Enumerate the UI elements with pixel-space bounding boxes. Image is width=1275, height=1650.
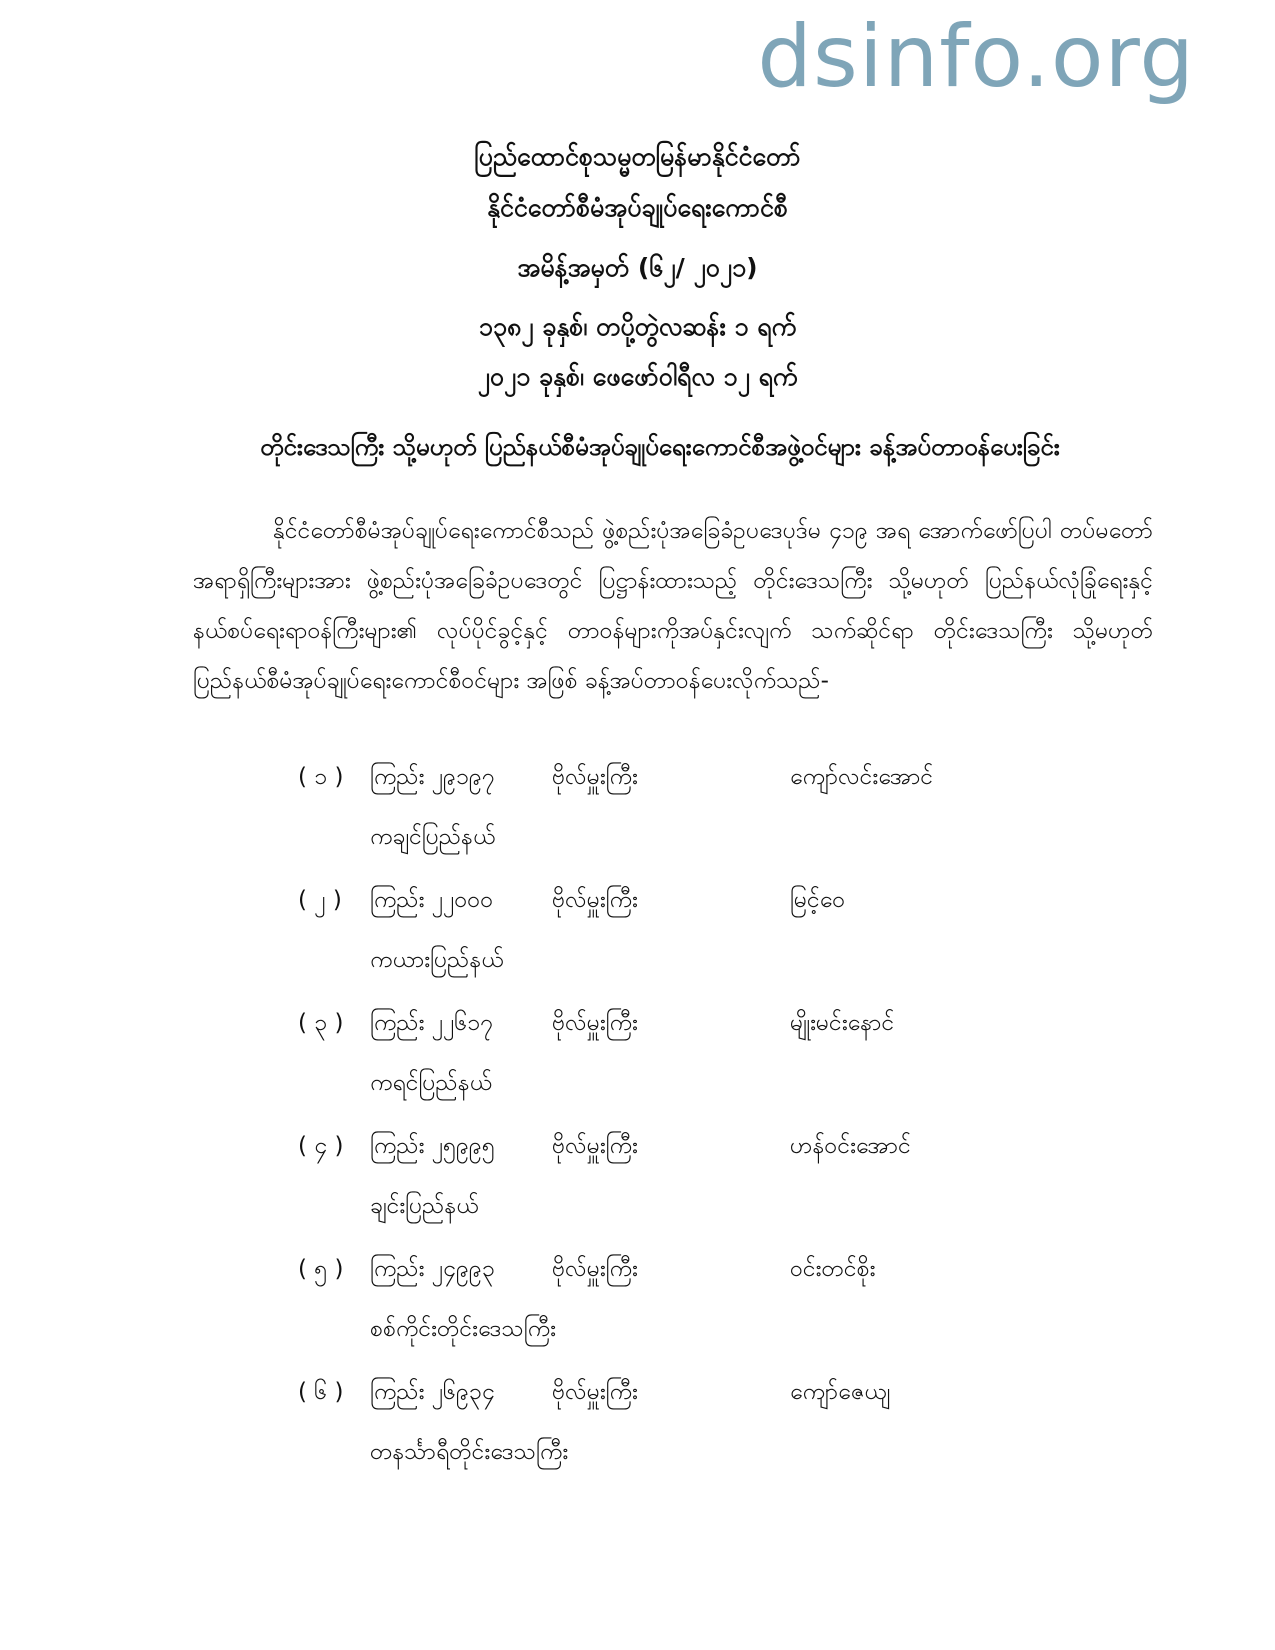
order-number: အမိန့်အမှတ် (၆၂/ ၂၀၂၁) <box>517 253 758 282</box>
officer-name: ကျော်လင်းအောင် <box>790 764 934 790</box>
officer-name: ဟန်ဝင်းအောင် <box>790 1133 911 1159</box>
rank: ဗိုလ်မှူးကြီး <box>552 1133 638 1159</box>
region-name: ကချင်ပြည်နယ် <box>370 824 496 850</box>
region-name: တနင်္သာရီတိုင်းဒေသကြီး <box>370 1439 569 1465</box>
appointment-item <box>0 762 1275 885</box>
appointment-item <box>0 885 1275 1008</box>
date-myanmar-calendar: ၁၃၈၂ ခုနှစ်၊ တပို့တွဲလဆန်း ၁ ရက် <box>478 312 797 341</box>
rank: ဗိုလ်မှူးကြီး <box>552 887 638 913</box>
appointment-number: ( ၅ ) <box>298 1256 344 1282</box>
rank: ဗိုလ်မှူးကြီး <box>552 1010 638 1036</box>
appointment-number: ( ၄ ) <box>298 1133 344 1159</box>
appointment-number: ( ၁ ) <box>298 764 344 790</box>
appointment-item <box>0 1008 1275 1131</box>
region-name: ကယားပြည်နယ် <box>370 947 504 973</box>
region-name: စစ်ကိုင်းတိုင်းဒေသကြီး <box>370 1316 556 1342</box>
service-number: ကြည်း ၂၅၉၉၅ <box>370 1133 495 1159</box>
service-number: ကြည်း ၂၉၁၉၇ <box>370 764 495 790</box>
date-gregorian: ၂၀၂၁ ခုနှစ်၊ ဖေဖော်ဝါရီလ ၁၂ ရက် <box>477 362 798 391</box>
appointment-number: ( ၆ ) <box>298 1379 344 1405</box>
order-subject: တိုင်းဒေသကြီး သို့မဟုတ် ပြည်နယ်စီမံအုပ်ချုပ်ရေးကောင်စီအဖွဲ့ဝင်များ ခန့်အပ်တာဝန်ပေးခြင်း <box>260 433 1060 461</box>
region-name: ချင်းပြည်နယ် <box>370 1193 479 1219</box>
appointment-item <box>0 1131 1275 1254</box>
appointment-item <box>0 1254 1275 1377</box>
appointment-number: ( ၂ ) <box>298 887 342 913</box>
service-number: ကြည်း ၂၂၀၀၀ <box>370 887 494 913</box>
officer-name: မြင့်ဝေ <box>790 887 846 913</box>
service-number: ကြည်း ၂၆၉၃၄ <box>370 1379 495 1405</box>
service-number: ကြည်း ၂၄၉၉၃ <box>370 1256 495 1282</box>
officer-name: ဝင်းတင်စိုး <box>790 1256 876 1282</box>
service-number: ကြည်း ၂၂၆၁၇ <box>370 1010 494 1036</box>
country-title: ပြည်ထောင်စုသမ္မတမြန်မာနိုင်ငံတော် <box>474 142 801 171</box>
officer-name: မျိုးမင်းနောင် <box>790 1010 895 1036</box>
rank: ဗိုလ်မှူးကြီး <box>552 1379 638 1405</box>
body-paragraph: နိုင်ငံတော်စီမံအုပ်ချုပ်ရေးကောင်စီသည် ဖွဲ့စည်းပုံအခြေခံဥပဒေပုဒ်မ ၄၁၉ အရ အောက်ဖော်ပြပါ တပ်မတော်အရာရှိကြီးများအား ဖွဲ့စည်းပုံအခြေခံဥပဒေတွင် ပြဋ္ဌာန်းထားသည့် တိုင်းဒေသကြီး သို့မဟုတ် ပြည်နယ်လုံခြုံရေးနှင့်နယ်စပ်ရေးရာဝန်ကြီးများ၏ လုပ်ပိုင်ခွင့်နှင့် တာဝန်များကိုအပ်နှင်းလျက် သက်ဆိုင်ရာ တိုင်းဒေသကြီး သို့မဟုတ် ပြည်နယ်စီမံအုပ်ချုပ်ရေးကောင်စီဝင်များ အဖြစ် ခန့်အပ်တာဝန်ပေးလိုက်သည်- <box>193 518 1153 694</box>
appointment-list <box>0 762 1275 1500</box>
appointment-number: ( ၃ ) <box>298 1010 344 1036</box>
region-name: ကရင်ပြည်နယ် <box>370 1070 492 1096</box>
rank: ဗိုလ်မှူးကြီး <box>552 764 638 790</box>
rank: ဗိုလ်မှူးကြီး <box>552 1256 638 1282</box>
council-title: နိုင်ငံတော်စီမံအုပ်ချုပ်ရေးကောင်စီ <box>487 193 788 222</box>
watermark-logo: dsinfo.org <box>757 7 1195 107</box>
officer-name: ကျော်ဇေယျ <box>790 1379 891 1405</box>
appointment-item <box>0 1377 1275 1500</box>
